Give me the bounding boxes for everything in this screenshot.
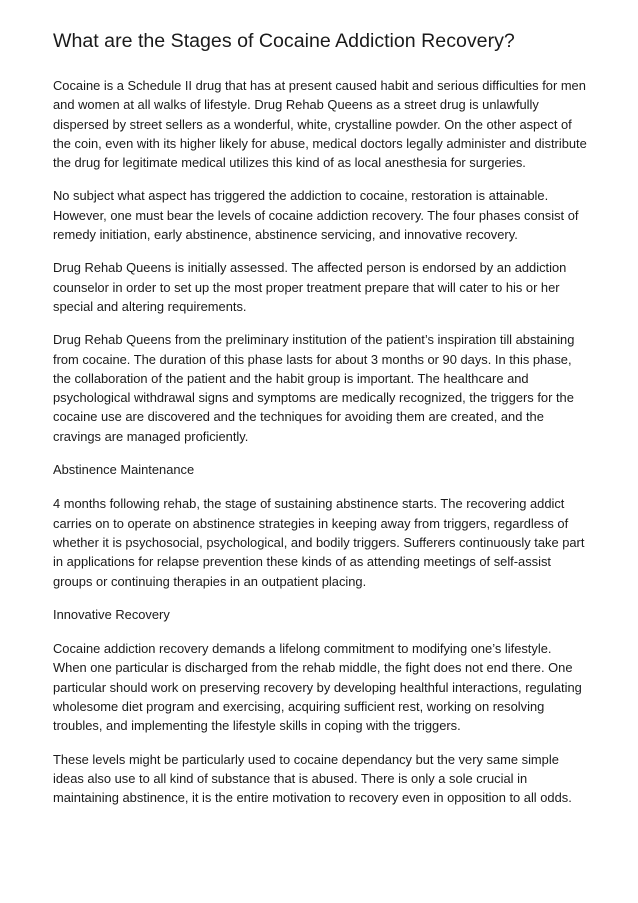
paragraph-abstinence-maintenance: 4 months following rehab, the stage of sustaining abstinence starts. The recovering addict carries on to operate on abstinence strategies in keeping away from triggers, regardless of whether it is psychosocial, psychological, and bodily triggers. Sufferers continuously take part in applications for relapse prevention these kinds of as attending meetings of self-assist groups or continuing therapies in an outpatient placing.	[53, 496, 585, 589]
paragraph-intro: Cocaine is a Schedule II drug that has at present caused habit and serious difficulties for men and women at all walks of lifestyle. Drug Rehab Queens as a street drug is unlawfully dispersed by street sellers as a wonderful, white, crystalline powder. On the other aspect of the coin, even with its higher likely for abuse, medical doctors legally administer and distribute the drug for legitimate medical utilizes this kind of as local anesthesia for surgeries.	[53, 78, 587, 171]
paragraph-innovative-recovery: Cocaine addiction recovery demands a lifelong commitment to modifying one’s lifestyle. When one particular is discharged from the rehab middle, the fight does not end there. One particular should work on preserving recovery by developing healthful interactions, regulating wholesome diet program and exercising, acquiring sufficient rest, working on resolving troubles, and implementing the lifestyle skills in coping with the triggers.	[53, 641, 582, 734]
paragraph-treatment-initiation: Drug Rehab Queens is initially assessed. The affected person is endorsed by an addiction counselor in order to set up the most proper treatment prepare that will cater to his or her special and altering requirements.	[53, 260, 567, 314]
paragraph-conclusion: These levels might be particularly used to cocaine dependancy but the very same simple ideas also use to all kind of substance that is abused. There is only a sole crucial in maintaining abstinence, it is the entire motivation to recovery even in opposition to all odds.	[53, 751, 572, 806]
paragraph-stages-overview: No subject what aspect has triggered the addiction to cocaine, restoration is attainable. However, one must bear the levels of cocaine addiction recovery. The four phases consist of remedy initiation, early abstinence, abstinence servicing, and innovative recovery.	[53, 188, 579, 243]
document-page	[53, 26, 588, 822]
subheading-innovative-recovery: Innovative Recovery	[53, 606, 170, 622]
paragraph-early-abstinence: Drug Rehab Queens from the preliminary institution of the patient’s inspiration till abstaining from cocaine. The duration of this phase lasts for about 3 months or 90 days. In this phase, the collaboration of the patient and the habit group is important. The healthcare and psychological withdrawal signs and symptoms are medically recognized, the triggers for the cocaine use are discovered and the techniques for avoiding them are created, and the cravings are managed proficiently.	[53, 332, 575, 444]
page-title: What are the Stages of Cocaine Addiction Recovery?	[53, 30, 515, 52]
subheading-abstinence-maintenance: Abstinence Maintenance	[53, 462, 195, 478]
